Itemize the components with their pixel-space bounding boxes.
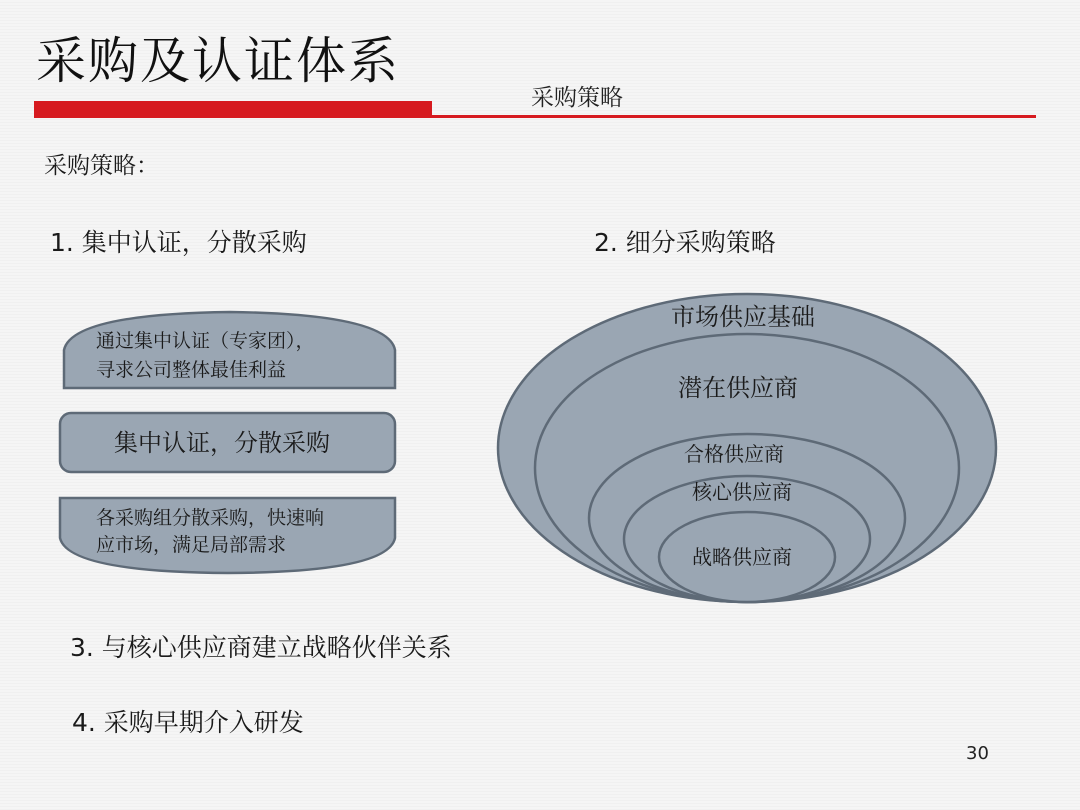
slide-title: 采购及认证体系 xyxy=(36,32,400,90)
top-dome-line-1: 通过集中认证（专家团）， xyxy=(96,330,315,352)
supplier-segmentation-diagram xyxy=(498,294,996,602)
middle-box-label: 集中认证，分散采购 xyxy=(114,429,330,457)
layer-label-core-suppliers: 核心供应商 xyxy=(692,480,792,504)
layer-label-strategic-suppliers: 战略供应商 xyxy=(692,545,792,569)
top-dome-line-2: 寻求公司整体最佳利益 xyxy=(96,359,287,381)
certification-diagram xyxy=(60,312,395,573)
point-2: 2. 细分采购策略 xyxy=(594,228,776,257)
bottom-bowl-line-1: 各采购组分散采购，快速响 xyxy=(96,507,325,529)
point-4: 4. 采购早期介入研发 xyxy=(72,708,304,737)
layer-label-qualified-suppliers: 合格供应商 xyxy=(684,442,784,466)
layer-label-potential-suppliers: 潜在供应商 xyxy=(678,374,798,402)
section-subtitle: 采购策略 xyxy=(531,85,623,111)
point-1: 1. 集中认证，分散采购 xyxy=(50,228,307,257)
page-number: 30 xyxy=(966,743,989,764)
point-3: 3. 与核心供应商建立战略伙伴关系 xyxy=(70,633,452,662)
intro-label: 采购策略： xyxy=(44,153,159,179)
bottom-bowl-line-2: 应市场，满足局部需求 xyxy=(96,534,287,556)
layer-label-market-supply-base: 市场供应基础 xyxy=(671,303,815,331)
